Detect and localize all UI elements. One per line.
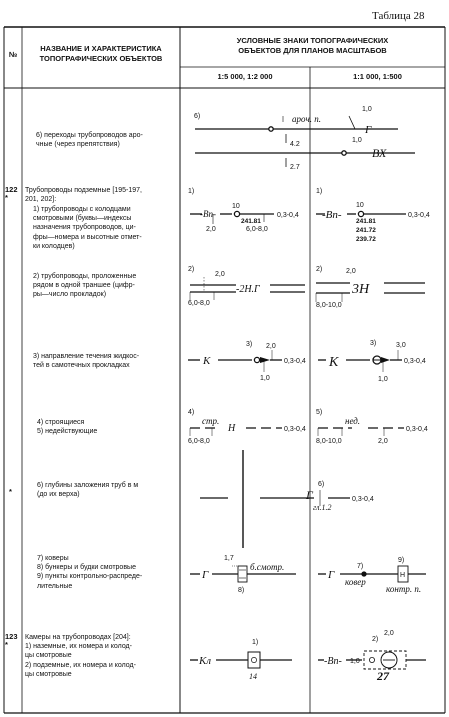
label-g-7r: Г xyxy=(328,569,335,581)
label-2-123: 2) xyxy=(372,636,379,643)
label-bsmotr: б.смотр. xyxy=(250,562,285,572)
label-3-right: 3) xyxy=(370,340,377,347)
label-10-left: 10 xyxy=(232,203,240,210)
label-20-5: 2,0 xyxy=(378,438,388,445)
label-20-123: 2,0 xyxy=(384,630,394,637)
label-10-123: 1,0 xyxy=(350,658,360,665)
label-g: Г xyxy=(365,124,372,136)
label-9: 9) xyxy=(398,557,405,564)
label-20-left: 2,0 xyxy=(206,226,216,233)
label-42: 4.2 xyxy=(290,141,300,148)
label-0304-5: 0,3-0,4 xyxy=(406,426,428,433)
label-27-123: 27 xyxy=(377,669,389,683)
label-30-3: 3,0 xyxy=(396,342,406,349)
label-6080-2: 6,0-8,0 xyxy=(188,300,210,307)
row-star: * xyxy=(9,487,12,496)
label-10b: 1,0 xyxy=(352,137,362,144)
label-27: 2.7 xyxy=(290,164,300,171)
label-kl: Кл xyxy=(199,655,212,667)
label-0304-1a: 0,3-0,4 xyxy=(277,212,299,219)
label-3-left: 3) xyxy=(246,341,253,348)
label-elev-left: 241.81 xyxy=(241,218,261,225)
label-ned: нед. xyxy=(345,416,361,426)
label-gl: гл.1.2 xyxy=(313,503,332,512)
label-0304-1b: 0,3-0,4 xyxy=(408,212,430,219)
label-1-123: 1) xyxy=(252,639,259,646)
label-kontr: контр. п. xyxy=(386,584,422,594)
label-6080-left: 6,0-8,0 xyxy=(246,226,268,233)
label-0304-3b: 0,3-0,4 xyxy=(404,358,426,365)
label-1-left: 1) xyxy=(188,188,195,195)
label-elev-r1: 241.81 xyxy=(356,218,376,225)
label-8: 8) xyxy=(238,587,245,594)
header-scale-b: 1:1 000, 1:500 xyxy=(353,72,402,81)
label-2ng: -2Н.Г xyxy=(236,284,260,295)
label-80100-5: 8,0-10,0 xyxy=(316,438,342,445)
label-4: 4) xyxy=(188,409,195,416)
label-80100-2: 8,0-10,0 xyxy=(316,302,342,309)
label-h-left: Н xyxy=(228,423,236,434)
label-10a: 1,0 xyxy=(362,106,372,113)
header-num: № xyxy=(8,50,18,59)
header-scale-a: 1:5 000, 1:2 000 xyxy=(217,72,273,81)
row-text-122-2: 2) трубопроводы, проложенные рядом в одной траншее (цифр- ры—число прокладок) xyxy=(33,273,137,299)
row-text-122-45: 4) строящиеся 5) недействующие xyxy=(37,419,98,436)
header-signs: УСЛОВНЫЕ ЗНАКИ ТОПОГРАФИЧЕСКИХ ОБЪЕКТОВ ДЛЯ ПЛАНОВ МАСШТАБОВ xyxy=(236,36,389,56)
label-elev-r3: 239.72 xyxy=(356,236,376,243)
label-hbox: Н xyxy=(400,572,406,579)
label-5: 5) xyxy=(316,409,323,416)
row-text-123: Камеры на трубопроводах [204]: 1) наземные, их номера и колод- цы смотровые 2) подземные, их номера и колод- цы смотровые xyxy=(25,634,136,678)
label-20-3: 2,0 xyxy=(266,343,276,350)
label-6: 6) xyxy=(194,113,201,120)
label-6080-4: 6,0-8,0 xyxy=(188,438,210,445)
label-vn-right: -Вп- xyxy=(322,209,342,221)
label-str: стр. xyxy=(202,416,220,426)
label-2-right: 2) xyxy=(316,266,323,273)
row-text-122-789: 7) коверы 8) бункеры и будки смотровые 9) пункты контрольно-распреде- лительные xyxy=(37,555,143,590)
label-3n: 3Н xyxy=(352,282,370,297)
label-6b: 6) xyxy=(318,481,325,488)
label-20-2a: 2,0 xyxy=(215,271,225,278)
label-vn-123: -Вп- xyxy=(324,656,342,667)
label-0304-4: 0,3-0,4 xyxy=(284,426,306,433)
row-text-122-1: 1) трубопроводы с колодцами смотровыми (буквы—индексы назначения трубопроводов, ци- фры—номера и высотные отмет- ки колодцев) xyxy=(33,206,142,250)
label-vx: ВХ xyxy=(372,146,387,160)
label-g-6: Г xyxy=(306,488,313,502)
label-0304-3a: 0,3-0,4 xyxy=(284,358,306,365)
label-7: 7) xyxy=(357,563,364,570)
label-10-3b: 1,0 xyxy=(378,376,388,383)
row-text-arched: 6) переходы трубопроводов аро- чные (через препятствия) xyxy=(36,132,143,149)
label-1-right: 1) xyxy=(316,188,323,195)
label-elev-r2: 241.72 xyxy=(356,227,376,234)
row-text-122-3: 3) направление течения жидкос- тей в самотечных прокладках xyxy=(33,353,140,370)
label-k-left: К xyxy=(203,355,211,367)
row-number-122: 122 * xyxy=(5,185,18,203)
label-2-left: 2) xyxy=(188,266,195,273)
row-text-122-6: 6) глубины заложения труб в м (до их верха) xyxy=(37,482,139,499)
row-title-122: Трубопроводы подземные [195-197, 201, 202]: xyxy=(25,187,142,204)
label-vn-left: -Вп- xyxy=(200,209,216,219)
label-0304-6: 0,3-0,4 xyxy=(352,496,374,503)
label-17: 1,7 xyxy=(224,555,234,562)
table-caption: Таблица 28 xyxy=(372,10,425,22)
label-k-right: К xyxy=(329,355,339,370)
label-g-7l: Г xyxy=(202,569,209,581)
label-kover: ковер xyxy=(345,577,366,587)
header-name: НАЗВАНИЕ И ХАРАКТЕРИСТИКА ТОПОГРАФИЧЕСКИХ ОБЪЕКТОВ xyxy=(39,44,163,64)
label-20-2b: 2,0 xyxy=(346,268,356,275)
label-14: 14 xyxy=(249,672,257,681)
label-10-3a: 1,0 xyxy=(260,375,270,382)
label-aroch: арoч. п. xyxy=(292,114,322,124)
label-10-right: 10 xyxy=(356,202,364,209)
row-number-123: 123 * xyxy=(5,632,18,650)
